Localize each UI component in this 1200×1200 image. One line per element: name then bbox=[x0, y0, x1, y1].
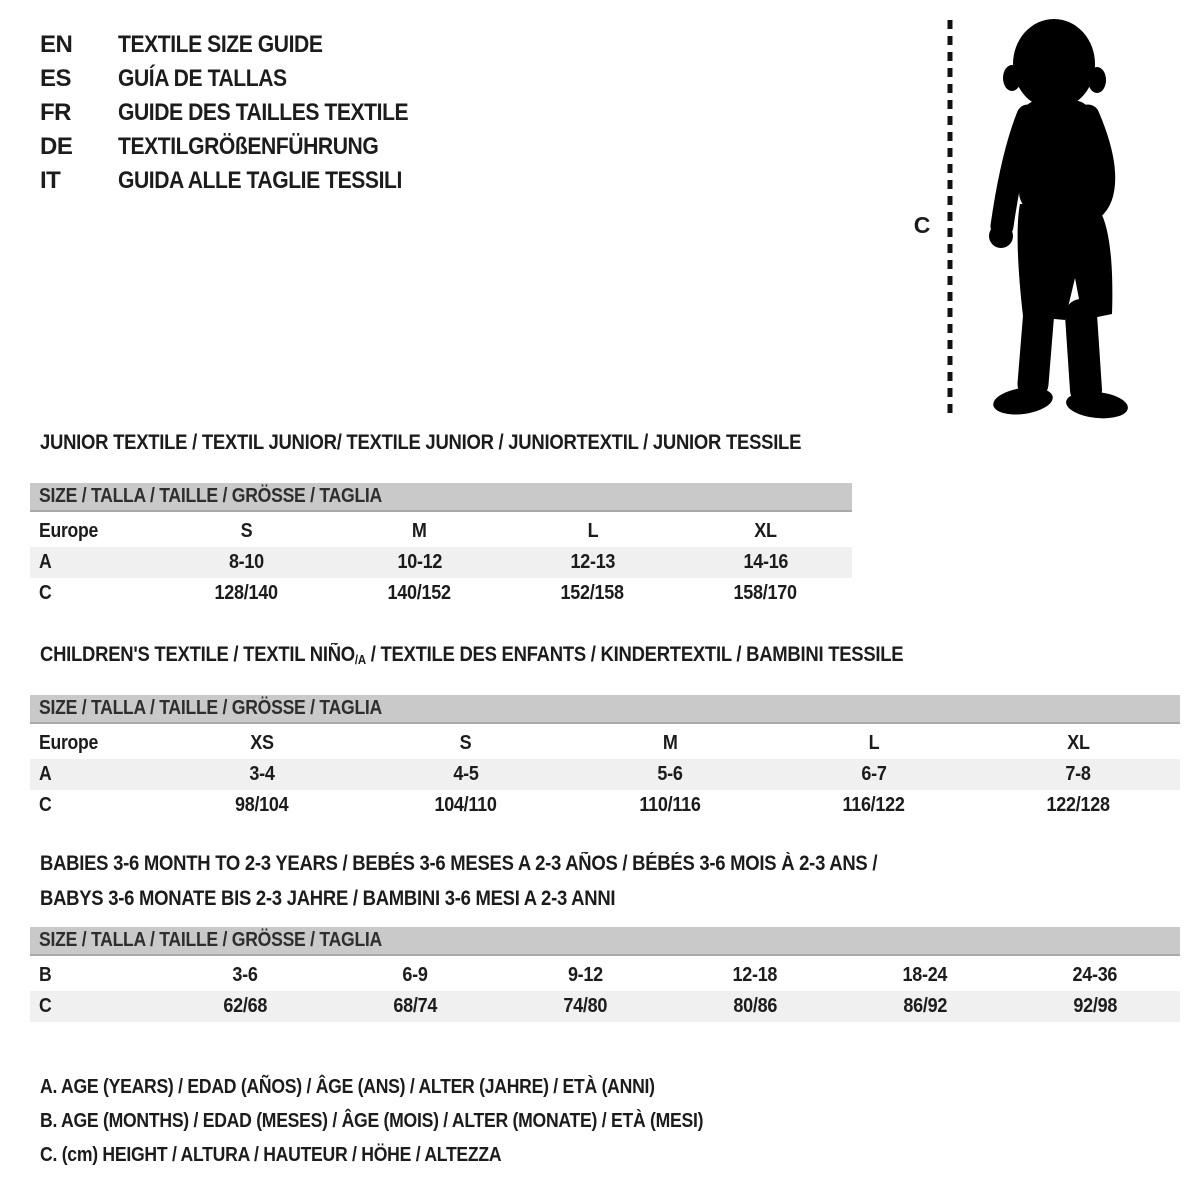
table-cell: 62/68 bbox=[223, 995, 267, 1017]
nino-a-subscript: /A bbox=[354, 652, 366, 667]
table-cell: 3-6 bbox=[232, 964, 258, 986]
table-cell: 12-18 bbox=[732, 964, 778, 986]
height-measure-label: C bbox=[913, 212, 931, 238]
table-cell: L bbox=[587, 520, 598, 542]
row-label: A bbox=[39, 551, 52, 573]
section-junior-textile bbox=[30, 430, 852, 609]
lang-label: GUIDE DES TAILLES TEXTILE bbox=[118, 99, 409, 126]
table-row bbox=[30, 991, 1180, 1022]
row-label: B bbox=[39, 964, 52, 986]
table-cell: 104/110 bbox=[434, 794, 498, 816]
row-label: Europe bbox=[39, 520, 99, 542]
footnote-b: B. AGE (MONTHS) / EDAD (MESES) / ÂGE (MOIS) / ALTER (MONATE) / ETÀ (MESI) bbox=[40, 1110, 704, 1132]
table-cell: 5-6 bbox=[657, 763, 683, 785]
language-header bbox=[40, 28, 448, 198]
table-cell: 10-12 bbox=[397, 551, 442, 573]
babies-size-header-bar: SIZE / TALLA / TAILLE / GRÖSSE / TAGLIA bbox=[30, 927, 1180, 956]
lang-label: TEXTILGRÖßENFÜHRUNG bbox=[118, 133, 379, 160]
table-cell: XL bbox=[754, 520, 777, 542]
row-label: C bbox=[39, 794, 52, 816]
lang-row-de bbox=[40, 130, 448, 164]
table-cell: 98/104 bbox=[235, 794, 289, 816]
table-cell: 14-16 bbox=[743, 551, 788, 573]
table-row bbox=[30, 547, 852, 578]
table-cell: 9-12 bbox=[567, 964, 603, 986]
table-cell: 24-36 bbox=[1072, 964, 1118, 986]
table-row bbox=[30, 790, 1180, 821]
children-section-title: CHILDREN'S TEXTILE / TEXTIL $NIÑO_{/A}$ / TEXTILE DES ENFANTS / KINDERTEXTIL / BAMBINI TESSILE bbox=[40, 643, 904, 667]
table-cell: 128/140 bbox=[214, 582, 279, 604]
table-row bbox=[30, 759, 1180, 790]
table-cell: 86/92 bbox=[903, 995, 947, 1017]
table-cell: 110/116 bbox=[639, 794, 701, 816]
lang-label: GUÍA DE TALLAS bbox=[118, 65, 287, 92]
lang-label: TEXTILE SIZE GUIDE bbox=[118, 31, 323, 58]
toddler-body bbox=[989, 19, 1129, 421]
table-cell: 92/98 bbox=[1073, 995, 1117, 1017]
table-cell: 6-9 bbox=[402, 964, 428, 986]
table-cell: XL bbox=[1066, 732, 1090, 754]
table-cell: 68/74 bbox=[393, 995, 437, 1017]
figure bbox=[936, 12, 1146, 422]
footnote-c: C. (cm) HEIGHT / ALTURA / HAUTEUR / HÖHE / ALTEZZA bbox=[40, 1144, 502, 1166]
babies-size-table bbox=[30, 960, 1180, 1022]
row-label: A bbox=[39, 763, 52, 785]
table-cell: 12-13 bbox=[570, 551, 615, 573]
table-cell: 152/158 bbox=[560, 582, 625, 604]
table-cell: 74/80 bbox=[563, 995, 607, 1017]
table-cell: 6-7 bbox=[861, 763, 887, 785]
table-cell: 8-10 bbox=[229, 551, 264, 573]
lang-code: DE bbox=[40, 133, 73, 160]
footnote-a: A. AGE (YEARS) / EDAD (AÑOS) / ÂGE (ANS) / ALTER (JAHRE) / ETÀ (ANNI) bbox=[40, 1076, 655, 1098]
table-cell: 158/170 bbox=[733, 582, 798, 604]
table-row bbox=[30, 516, 852, 547]
junior-section-title: JUNIOR TEXTILE / TEXTIL JUNIOR/ TEXTILE JUNIOR / JUNIORTEXTIL / JUNIOR TESSILE bbox=[40, 431, 802, 454]
table-cell: 18-24 bbox=[902, 964, 948, 986]
babies-section-title: BABIES 3-6 MONTH TO 2-3 YEARS / BEBÉS 3-6 MESES A 2-3 AÑOS / BÉBÉS 3-6 MOIS À 2-3 ANS / BABYS 3-6 MONATE BIS 2-3 JAHRE / BAMBINI 3-6 MESI A 2-3 ANNI bbox=[40, 852, 878, 910]
section-babies-textile bbox=[30, 846, 1180, 1022]
table-row bbox=[30, 960, 1180, 991]
table-cell: XS bbox=[250, 732, 274, 754]
lang-row-fr bbox=[40, 96, 448, 130]
table-cell: 140/152 bbox=[387, 582, 452, 604]
toddler-silhouette-icon bbox=[936, 12, 1146, 422]
junior-size-table bbox=[30, 516, 852, 609]
lang-code: FR bbox=[40, 99, 71, 126]
table-cell: 7-8 bbox=[1065, 763, 1091, 785]
lang-code: IT bbox=[40, 167, 61, 194]
children-size-table bbox=[30, 728, 1180, 821]
row-label: Europe bbox=[39, 732, 99, 754]
table-cell: 4-5 bbox=[453, 763, 479, 785]
table-cell: M bbox=[662, 732, 678, 754]
lang-row-en bbox=[40, 28, 448, 62]
table-cell: L bbox=[868, 732, 880, 754]
table-cell: 122/128 bbox=[1046, 794, 1110, 816]
lang-code: EN bbox=[40, 31, 73, 58]
table-row bbox=[30, 578, 852, 609]
row-label: C bbox=[39, 995, 52, 1017]
table-cell: 80/86 bbox=[733, 995, 777, 1017]
lang-row-es bbox=[40, 62, 448, 96]
junior-size-header-bar: SIZE / TALLA / TAILLE / GRÖSSE / TAGLIA bbox=[30, 483, 852, 512]
table-row bbox=[30, 728, 1180, 759]
table-cell: 116/122 bbox=[842, 794, 906, 816]
children-size-header-bar: SIZE / TALLA / TAILLE / GRÖSSE / TAGLIA bbox=[30, 695, 1180, 724]
lang-row-it bbox=[40, 164, 448, 198]
table-cell: S bbox=[460, 732, 472, 754]
row-label: C bbox=[39, 582, 52, 604]
lang-label: GUIDA ALLE TAGLIE TESSILI bbox=[118, 167, 402, 194]
table-cell: 3-4 bbox=[249, 763, 275, 785]
footnotes bbox=[40, 1070, 794, 1172]
lang-code: ES bbox=[40, 65, 72, 92]
section-childrens-textile bbox=[30, 642, 1180, 821]
table-cell: S bbox=[240, 520, 253, 542]
table-cell: M bbox=[412, 520, 427, 542]
